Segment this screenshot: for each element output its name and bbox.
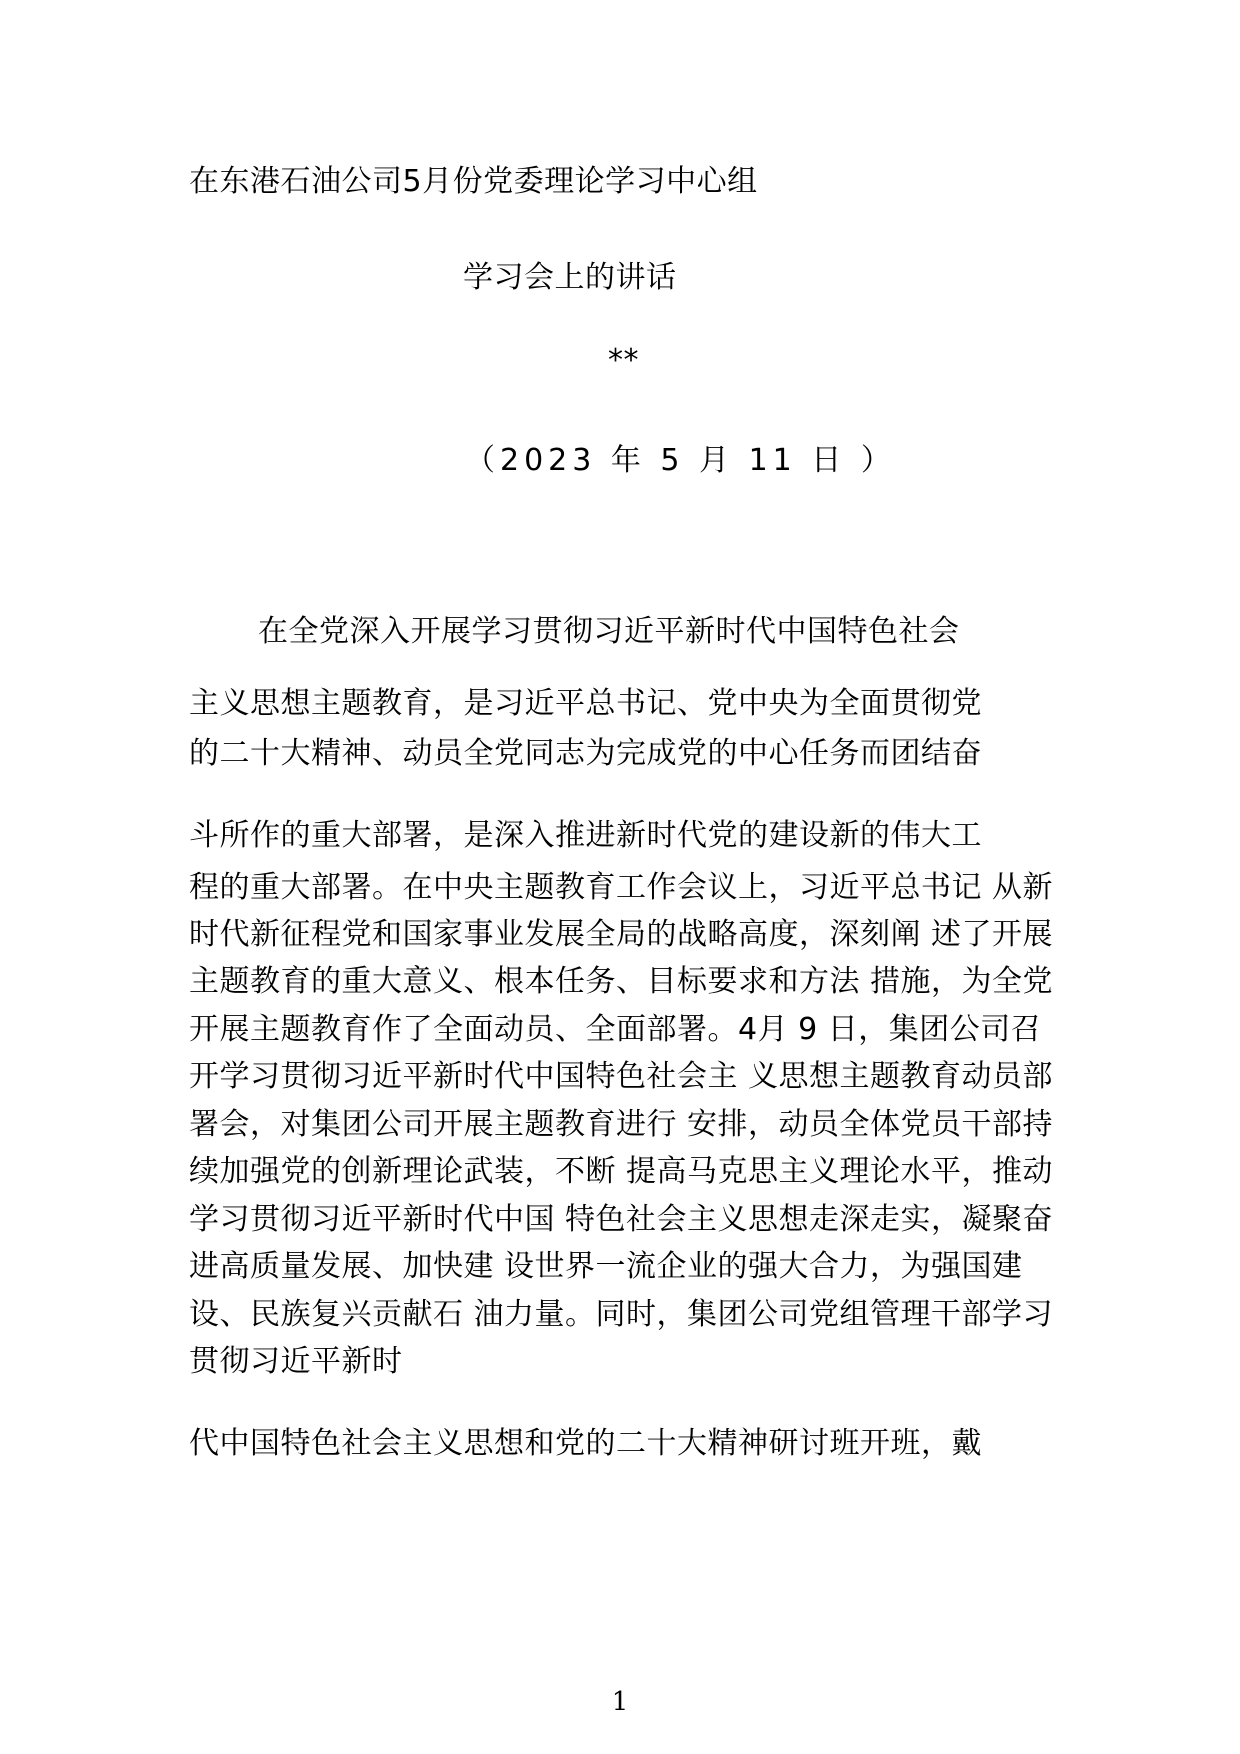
body-line: 代中国特色社会主义思想和党的二十大精神研讨班开班，戴 [189, 1426, 982, 1461]
body-line: 署会，对集团公司开展主题教育进行 安排，动员全体党员干部持 [189, 1107, 1054, 1142]
body-line: 主义思想主题教育，是习近平总书记、党中央为全面贯彻党 [189, 686, 982, 721]
date-line: （2023 年 5 月 11 日 ） [465, 443, 896, 478]
body-line: 进高质量发展、加快建 设世界一流企业的强大合力，为强国建 [189, 1249, 1023, 1284]
body-line: 的二十大精神、动员全党同志为完成党的中心任务而团结奋 [189, 736, 982, 771]
page-number: 1 [611, 1687, 629, 1717]
body-line: 开展主题教育作了全面动员、全面部署。4月 9 日，集团公司召 [189, 1012, 1042, 1047]
body-line: 贯彻习近平新时 [189, 1344, 403, 1379]
body-line: 程的重大部署。在中央主题教育工作会议上，习近平总书记 从新 [189, 870, 1054, 905]
body-line: 时代新征程党和国家事业发展全局的战略高度，深刻阐 述了开展 [189, 917, 1054, 952]
title-line-1: 在东港石油公司5月份党委理论学习中心组 [189, 164, 758, 199]
body-line: 设、民族复兴贡献石 油力量。同时，集团公司党组管理干部学习 [189, 1297, 1054, 1332]
author: ** [608, 343, 639, 378]
body-line: 续加强党的创新理论武装，不断 提高马克思主义理论水平，推动 [189, 1154, 1054, 1189]
body-line: 学习贯彻习近平新时代中国 特色社会主义思想走深走实，凝聚奋 [189, 1202, 1054, 1237]
body-line: 斗所作的重大部署，是深入推进新时代党的建设新的伟大工 [189, 818, 982, 853]
body-line: 开学习贯彻习近平新时代中国特色社会主 义思想主题教育动员部 [189, 1059, 1054, 1094]
body-line: 在全党深入开展学习贯彻习近平新时代中国特色社会 [258, 614, 960, 649]
title-line-2: 学习会上的讲话 [463, 260, 677, 295]
body-line: 主题教育的重大意义、根本任务、目标要求和方法 措施，为全党 [189, 964, 1054, 999]
